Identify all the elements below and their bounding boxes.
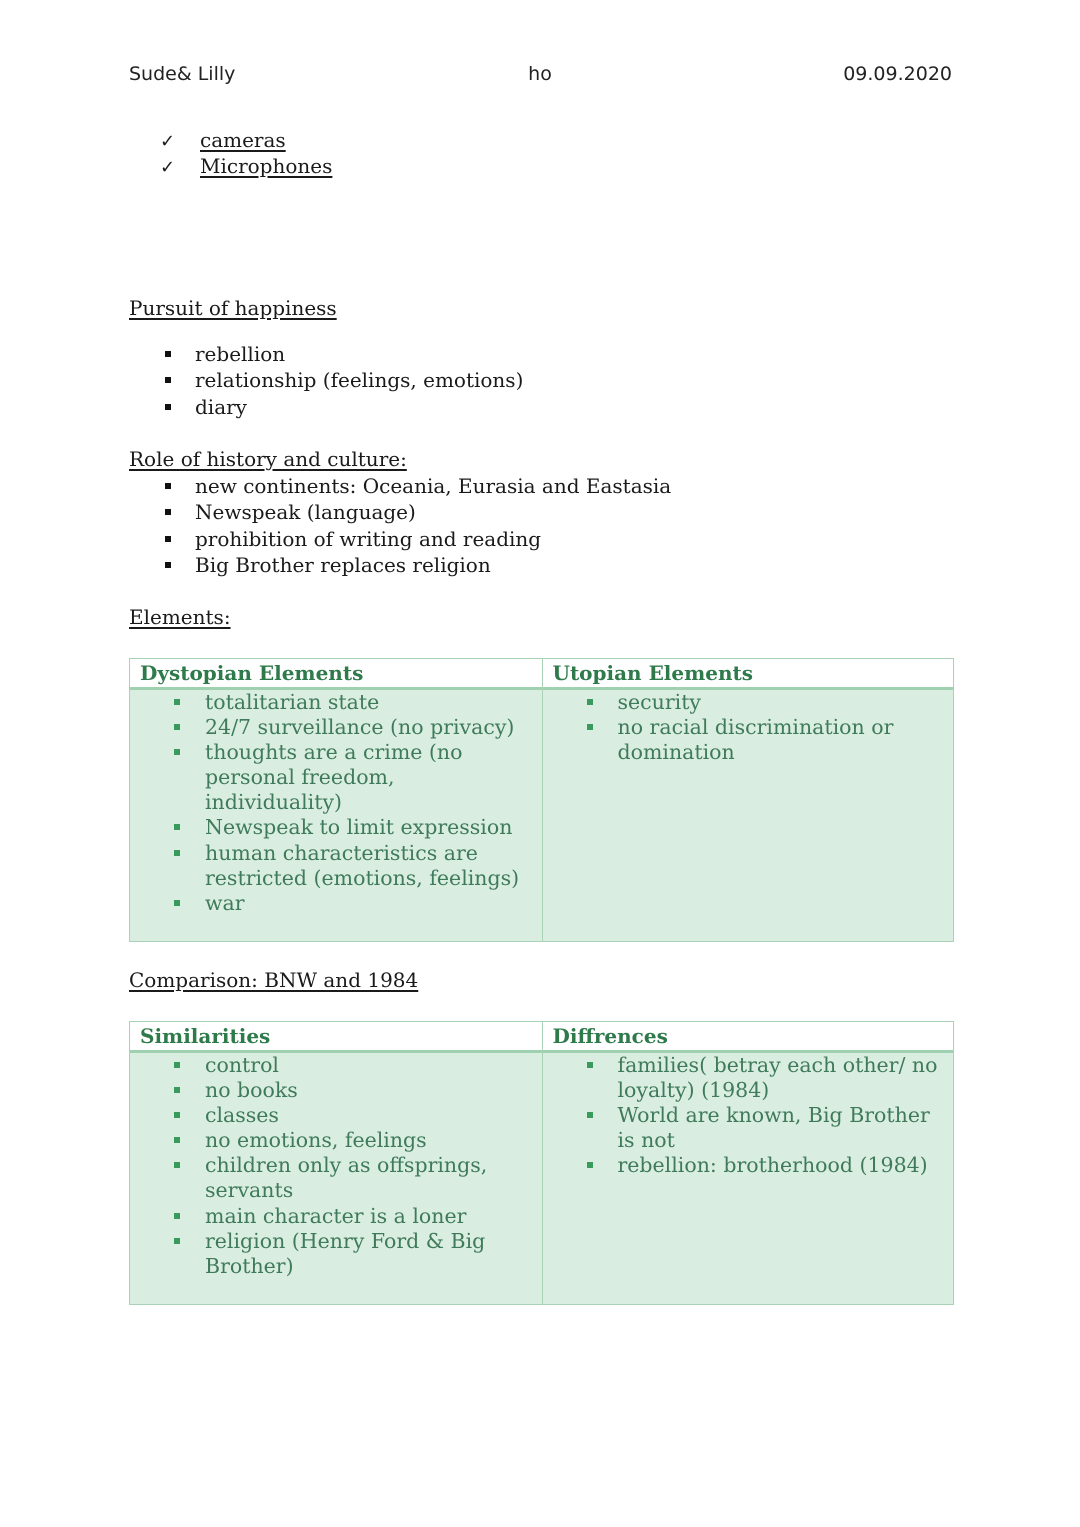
list-item-label: diary — [195, 394, 247, 419]
table-list-item-label: control — [205, 1053, 279, 1077]
table-list-item — [543, 1103, 954, 1153]
table-list-item — [130, 891, 542, 916]
table-list-item — [130, 1204, 542, 1229]
bullet-square-icon — [587, 1112, 593, 1118]
dystopian-list — [130, 690, 542, 916]
table-list-item — [130, 1053, 542, 1078]
list-item — [160, 341, 523, 367]
bullet-square-icon — [174, 699, 180, 705]
table-list-item — [130, 715, 542, 740]
comparison-table — [129, 1021, 954, 1305]
list-item-label: prohibition of writing and reading — [195, 526, 542, 551]
bullet-square-icon — [587, 724, 593, 730]
checklist — [160, 127, 332, 179]
bullet-square-icon — [587, 1162, 593, 1168]
table-list-item — [130, 841, 542, 891]
table-list-item-label: war — [205, 890, 245, 915]
header-date: 09.09.2020 — [843, 63, 952, 85]
bullet-square-icon — [174, 1062, 180, 1068]
table-list-item-label: no books — [205, 1078, 298, 1103]
list-item-label: rebellion — [195, 342, 286, 366]
table-list-item — [130, 1103, 542, 1128]
table-list-item-label: thoughts are a crime (no personal freedom, individuality) — [205, 740, 463, 815]
table-list-item — [130, 1128, 542, 1153]
table-list-item-label: families( betray each other/ no loyalty) (1984) — [617, 1053, 938, 1103]
bullet-square-icon — [587, 1062, 593, 1068]
table-list-item-label: no emotions, feelings — [205, 1128, 427, 1153]
bullet-square-icon — [174, 1213, 180, 1219]
table-list-item-label: classes — [205, 1103, 279, 1128]
similarities-header: Similarities — [130, 1022, 542, 1053]
bullet-square-icon — [174, 1137, 180, 1143]
similarities-list — [130, 1053, 542, 1279]
bullet-square-icon — [165, 536, 171, 542]
table-list-item — [130, 1153, 542, 1203]
table-list-item-label: totalitarian state — [205, 690, 380, 714]
table-list-item-label: no racial discrimination or domination — [617, 715, 894, 765]
table-list-item — [130, 690, 542, 715]
list-item — [160, 552, 671, 578]
utopian-header: Utopian Elements — [543, 659, 954, 690]
comparison-heading: Comparison: BNW and 1984 — [129, 968, 419, 992]
table-list-item — [130, 815, 542, 840]
list-item — [160, 526, 671, 552]
header-authors: Sude& Lilly — [129, 63, 236, 85]
table-list-item — [543, 690, 954, 715]
bullet-square-icon — [174, 749, 180, 755]
elements-heading: Elements: — [129, 605, 231, 629]
bullet-square-icon — [165, 562, 171, 568]
differences-header: Diffrences — [543, 1022, 954, 1053]
differences-column — [542, 1022, 954, 1304]
table-list-item-label: human characteristics are restricted (emotions, feelings) — [205, 840, 520, 890]
bullet-square-icon — [174, 900, 180, 906]
table-list-item — [130, 1229, 542, 1279]
bullet-square-icon — [174, 1162, 180, 1168]
bullet-square-icon — [174, 850, 180, 856]
list-item — [160, 473, 671, 499]
table-list-item-label: main character is a loner — [205, 1203, 467, 1228]
list-item-label: Big Brother replaces religion — [195, 552, 491, 577]
header-topic: ho — [528, 63, 552, 85]
bullet-square-icon — [174, 1238, 180, 1244]
dystopian-header: Dystopian Elements — [130, 659, 542, 690]
dystopian-column — [130, 659, 542, 941]
differences-list — [543, 1053, 954, 1178]
table-list-item-label: World are known, Big Brother is not — [617, 1103, 930, 1153]
table-list-item — [130, 1078, 542, 1103]
list-item — [160, 499, 671, 525]
utopian-list — [543, 690, 954, 765]
list-item — [160, 394, 523, 420]
bullet-square-icon — [174, 724, 180, 730]
checklist-item — [160, 153, 332, 179]
list-item-label: Newspeak (language) — [195, 500, 416, 525]
bullet-square-icon — [165, 351, 171, 357]
table-list-item-label: children only as offsprings, servants — [205, 1153, 488, 1203]
list-item — [160, 367, 523, 393]
history-list — [160, 473, 671, 578]
pursuit-list — [160, 341, 523, 420]
bullet-square-icon — [587, 699, 593, 705]
table-list-item — [543, 715, 954, 765]
checkmark-icon: ✓ — [160, 157, 176, 178]
list-item-label: relationship (feelings, emotions) — [195, 368, 524, 393]
table-list-item — [543, 1053, 954, 1103]
checklist-item — [160, 127, 332, 153]
table-list-item-label: Newspeak to limit expression — [205, 815, 513, 840]
bullet-square-icon — [165, 509, 171, 515]
table-list-item-label: rebellion: brotherhood (1984) — [617, 1153, 928, 1178]
bullet-square-icon — [165, 377, 171, 383]
bullet-square-icon — [174, 1087, 180, 1093]
similarities-column — [130, 1022, 542, 1304]
table-list-item-label: security — [617, 690, 702, 714]
checklist-item-label: cameras — [200, 128, 286, 152]
bullet-square-icon — [165, 483, 171, 489]
table-list-item — [130, 740, 542, 815]
list-item-label: new continents: Oceania, Eurasia and Eastasia — [195, 474, 672, 498]
bullet-square-icon — [174, 824, 180, 830]
bullet-square-icon — [174, 1112, 180, 1118]
history-heading: Role of history and culture: — [129, 447, 407, 471]
table-list-item-label: 24/7 surveillance (no privacy) — [205, 715, 515, 740]
checkmark-icon: ✓ — [160, 131, 176, 152]
pursuit-heading: Pursuit of happiness — [129, 296, 337, 320]
bullet-square-icon — [165, 404, 171, 410]
table-list-item-label: religion (Henry Ford & Big Brother) — [205, 1228, 486, 1278]
checklist-item-label: Microphones — [200, 154, 333, 178]
utopian-column — [542, 659, 954, 941]
table-list-item — [543, 1153, 954, 1178]
elements-table — [129, 658, 954, 942]
